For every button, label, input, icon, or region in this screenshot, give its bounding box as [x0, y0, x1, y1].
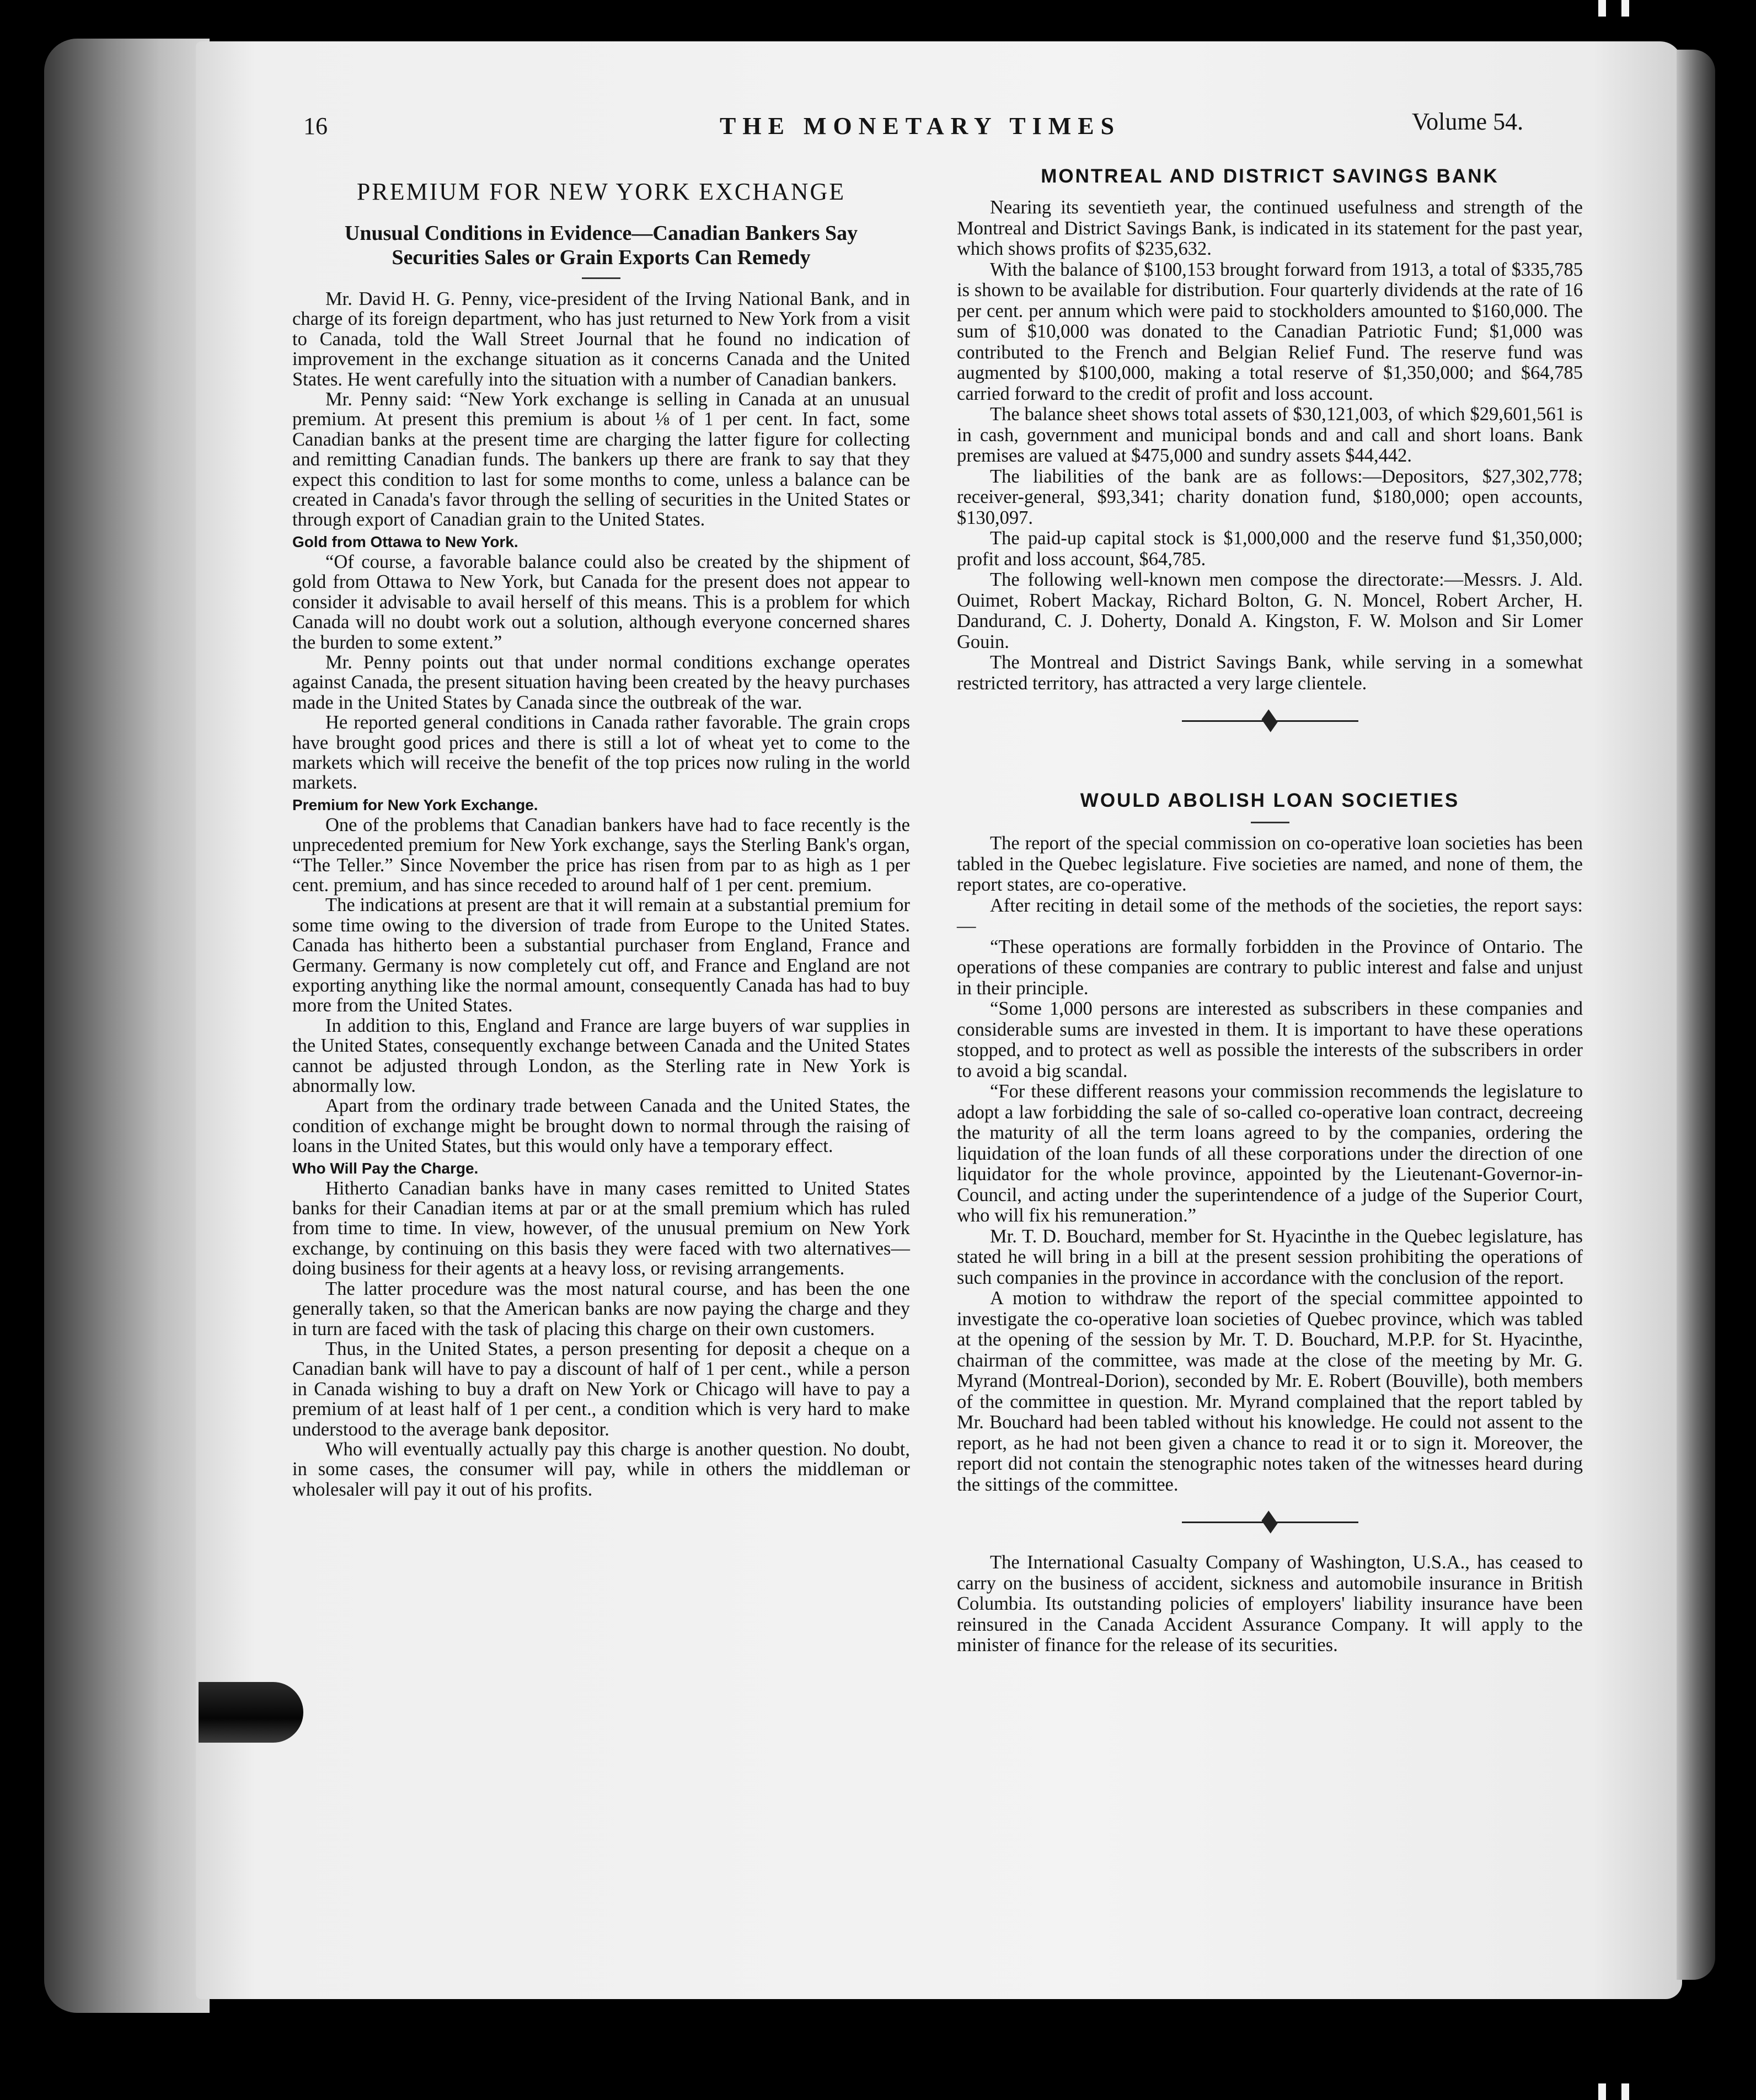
paragraph: Apart from the ordinary trade between Canada and the United States, the condition of exchange might be brought down to normal through the raising of loans in the United States, but this would only have a temporary effect.: [292, 1095, 910, 1157]
divider: [582, 277, 620, 279]
paragraph: “For these different reasons your commission recommends the legislature to adopt a law forbidding the sale of so-called co-operative loan contract, decreeing the maturity of all the term loans agreed to by the companies, ordering the liquidation of the loan funds of all these corporations under the direction of one liquidator for the whole province, appointed by the Lieutenant-Governor-in-Council, and acting under the superintendence of a judge of the Superior Court, who will fix his remuneration.”: [957, 1081, 1583, 1226]
paragraph: “These operations are formally forbidden in the Province of Ontario. The operations of these companies are contrary to public interest and false and unjust in their principle.: [957, 936, 1583, 999]
paragraph: Hitherto Canadian banks have in many cases remitted to United States banks for their Canadian items at par or at the small premium which has ruled from time to time. In view, however, of the unusual premium on New York exchange, by continuing on this basis they were faced with two alternatives—doing business for their agents at a heavy loss, or revising arrangements.: [292, 1177, 910, 1279]
paragraph: The indications at present are that it will remain at a substantial premium for some time owing to the diversion of trade from Europe to the United States. Canada has hitherto been a substantial purchaser from England, France and Germany. Germany is now completely cut off, and France and England are not exporting anything like the normal amount, consequently Canada has had to buy more from the United States.: [292, 894, 910, 1016]
paragraph: Mr. Penny said: “New York exchange is selling in Canada at an unusual premium. At present this premium is about ⅛ of 1 per cent. In fact, some Canadian banks at the present time are charging the latter figure for collecting and remitting Canadian funds. The bankers up there are frank to say that they expect this condition to last for some months to come, unless a balance can be created in Canada's favor through the selling of securities in the United States or through export of Canadian grain to the United States.: [292, 389, 910, 531]
article-title: MONTREAL AND DISTRICT SAVINGS BANK: [1041, 165, 1499, 187]
paragraph: The Montreal and District Savings Bank, while serving in a somewhat restricted territory, has attracted a very large clientele.: [957, 652, 1583, 694]
paragraph: Mr. T. D. Bouchard, member for St. Hyacinthe in the Quebec legislature, has stated he will bring in a bill at the present session prohibiting the operations of such companies in the province in accordance with the conclusion of the report.: [957, 1225, 1583, 1288]
side-heading: Gold from Ottawa to New York.: [292, 533, 518, 550]
paragraph: The International Casualty Company of Washington, U.S.A., has ceased to carry on the business of accident, sickness and automobile insurance in British Columbia. Its outstanding policies of employers' liability insurance have been reinsured in the Canada Accident Assurance Company. It will apply to the minister of finance for the release of its securities.: [957, 1552, 1583, 1656]
ornament-divider: [1182, 1512, 1358, 1534]
article-title: PREMIUM FOR NEW YORK EXCHANGE: [356, 178, 846, 205]
film-mark: [1598, 0, 1606, 17]
paragraph: The report of the special commission on co-operative loan societies has been tabled in the Quebec legislature. Five societies are named, and none of them, the report states, are co-operative.: [957, 833, 1583, 895]
film-mark: [1621, 0, 1629, 17]
paragraph: Who will eventually actually pay this charge is another question. No doubt, in some cases, the consumer will pay, while in others the middleman or wholesaler will pay it out of his profits.: [292, 1438, 910, 1500]
paragraph: Thus, in the United States, a person presenting for deposit a cheque on a Canadian bank will have to pay a discount of half of 1 per cent., while a person in Canada wishing to buy a draft on New York or Chicago will have to pay a premium of at least half of 1 per cent., a condition which is very hard to make understood to the average bank depositor.: [292, 1338, 910, 1440]
article-subtitle: Unusual Conditions in Evidence—Canadian Bankers Say Securities Sales or Grain Exports Can Remedy: [344, 222, 858, 269]
paragraph: The balance sheet shows total assets of $30,121,003, of which $29,601,561 is in cash, government and municipal bonds and and call and short loans. Bank premises are valued at $475,000 and sundry assets $44,442.: [957, 404, 1583, 466]
paragraph: Mr. Penny points out that under normal conditions exchange operates against Canada, the present situation having been created by the heavy purchases made in the United States by Canada since the outbreak of the war.: [292, 651, 910, 713]
left-column: [292, 165, 910, 1499]
article-title: WOULD ABOLISH LOAN SOCIETIES: [1080, 790, 1460, 811]
paragraph: The liabilities of the bank are as follows:—Depositors, $27,302,778; receiver-general, $93,341; charity donation fund, $180,000; open accounts, $130,097.: [957, 465, 1583, 528]
film-mark: [1598, 2083, 1606, 2100]
paragraph: In addition to this, England and France are large buyers of war supplies in the United States, consequently exchange between Canada and the United States cannot be adjusted through London, as the Sterling rate in New York is abnormally low.: [292, 1015, 910, 1097]
page-number: 16: [303, 113, 328, 140]
ornament-divider: [1182, 710, 1358, 732]
paragraph: The latter procedure was the most natural course, and has been the one generally taken, so that the American banks are now paying the charge and they in turn are faced with the task of placing this charge on their own customers.: [292, 1278, 910, 1340]
divider: [1251, 822, 1289, 823]
paragraph: “Of course, a favorable balance could also be created by the shipment of gold from Ottawa to New York, but Canada for the present does not appear to consider it advisable to avail herself of this means. This is a problem for which Canada will no doubt work out a solution, although everyone concerned shares the burden to some extent.”: [292, 551, 910, 653]
paragraph: Mr. David H. G. Penny, vice-president of the Irving National Bank, and in charge of its foreign department, who has just returned to New York from a visit to Canada, told the Wall Street Journal that he found no indication of improvement in the exchange situation as it concerns Canada and the United States. He went carefully into the situation with a number of Canadian bankers.: [292, 288, 910, 390]
volume-label: Volume 54.: [1412, 108, 1524, 135]
paragraph: With the balance of $100,153 brought forward from 1913, a total of $335,785 is shown to be available for distribution. Four quarterly dividends at the rate of 16 per cent. per annum which were paid to stockholders amounted to $160,000. The sum of $10,000 was donated to the Canadian Patriotic Fund; $1,000 was contributed to the French and Belgian Relief Fund. The reserve fund was augmented by $100,000, making a total reserve of $1,350,000; and $64,785 carried forward to the credit of profit and loss account.: [957, 259, 1583, 404]
paragraph: The paid-up capital stock is $1,000,000 and the reserve fund $1,350,000; profit and loss account, $64,785.: [957, 528, 1583, 570]
paragraph: One of the problems that Canadian bankers have had to face recently is the unprecedented premium for New York exchange, says the Sterling Bank's organ, “The Teller.” Since November the price has risen from par to as high as 1 per cent. premium, and has since receded to around half of 1 per cent. premium.: [292, 814, 910, 896]
paragraph: Nearing its seventieth year, the continued usefulness and strength of the Montreal and District Savings Bank, is indicated in its statement for the past year, which shows profits of $235,632.: [957, 197, 1583, 259]
side-heading: Premium for New York Exchange.: [292, 796, 538, 813]
binding-clip: [199, 1682, 303, 1743]
film-mark: [1621, 2083, 1629, 2100]
running-header: [0, 108, 1756, 146]
paragraph: He reported general conditions in Canada rather favorable. The grain crops have brought good prices and there is still a lot of wheat yet to come to the markets which will receive the benefit of the top prices now ruling in the world markets.: [292, 712, 910, 794]
right-column: [957, 165, 1583, 1656]
paragraph: After reciting in detail some of the methods of the societies, the report says:—: [957, 894, 1583, 936]
side-heading: Who Will Pay the Charge.: [292, 1159, 479, 1177]
paragraph: A motion to withdraw the report of the special committee appointed to investigate the co-operative loan societies of Quebec province, which was tabled at the opening of the session by Mr. T. D. Bouchard, M.P.P. for St. Hyacinthe, chairman of the committee, was made at the close of the meeting by Mr. G. Myrand (Montreal-Dorion), seconded by Mr. E. Robert (Bouville), both members of the committee in question. Mr. Myrand complained that the report tabled by Mr. Bouchard had been tabled without his knowledge. He could not assent to the report, as he had not been given a chance to read it or to sign it. Moreover, the report did not contain the stenographic notes taken of the witnesses heard during the sittings of the committee.: [957, 1288, 1583, 1495]
book-spine: [44, 39, 210, 2013]
paragraph: The following well-known men compose the directorate:—Messrs. J. Ald. Ouimet, Robert Mackay, Richard Bolton, G. N. Moncel, Robert Archer, H. Dandurand, C. J. Doherty, Donald A. Kingston, F. W. Molson and Sir Lomer Gouin.: [957, 569, 1583, 652]
journal-title: THE MONETARY TIMES: [720, 113, 1121, 140]
paragraph: “Some 1,000 persons are interested as subscribers in these companies and considerable sums are invested in them. It is important to have these operations stopped, and to protect as well as possible the interests of the subscribers in order to avoid a big scandal.: [957, 998, 1583, 1081]
page-edge: [1677, 50, 1715, 1980]
